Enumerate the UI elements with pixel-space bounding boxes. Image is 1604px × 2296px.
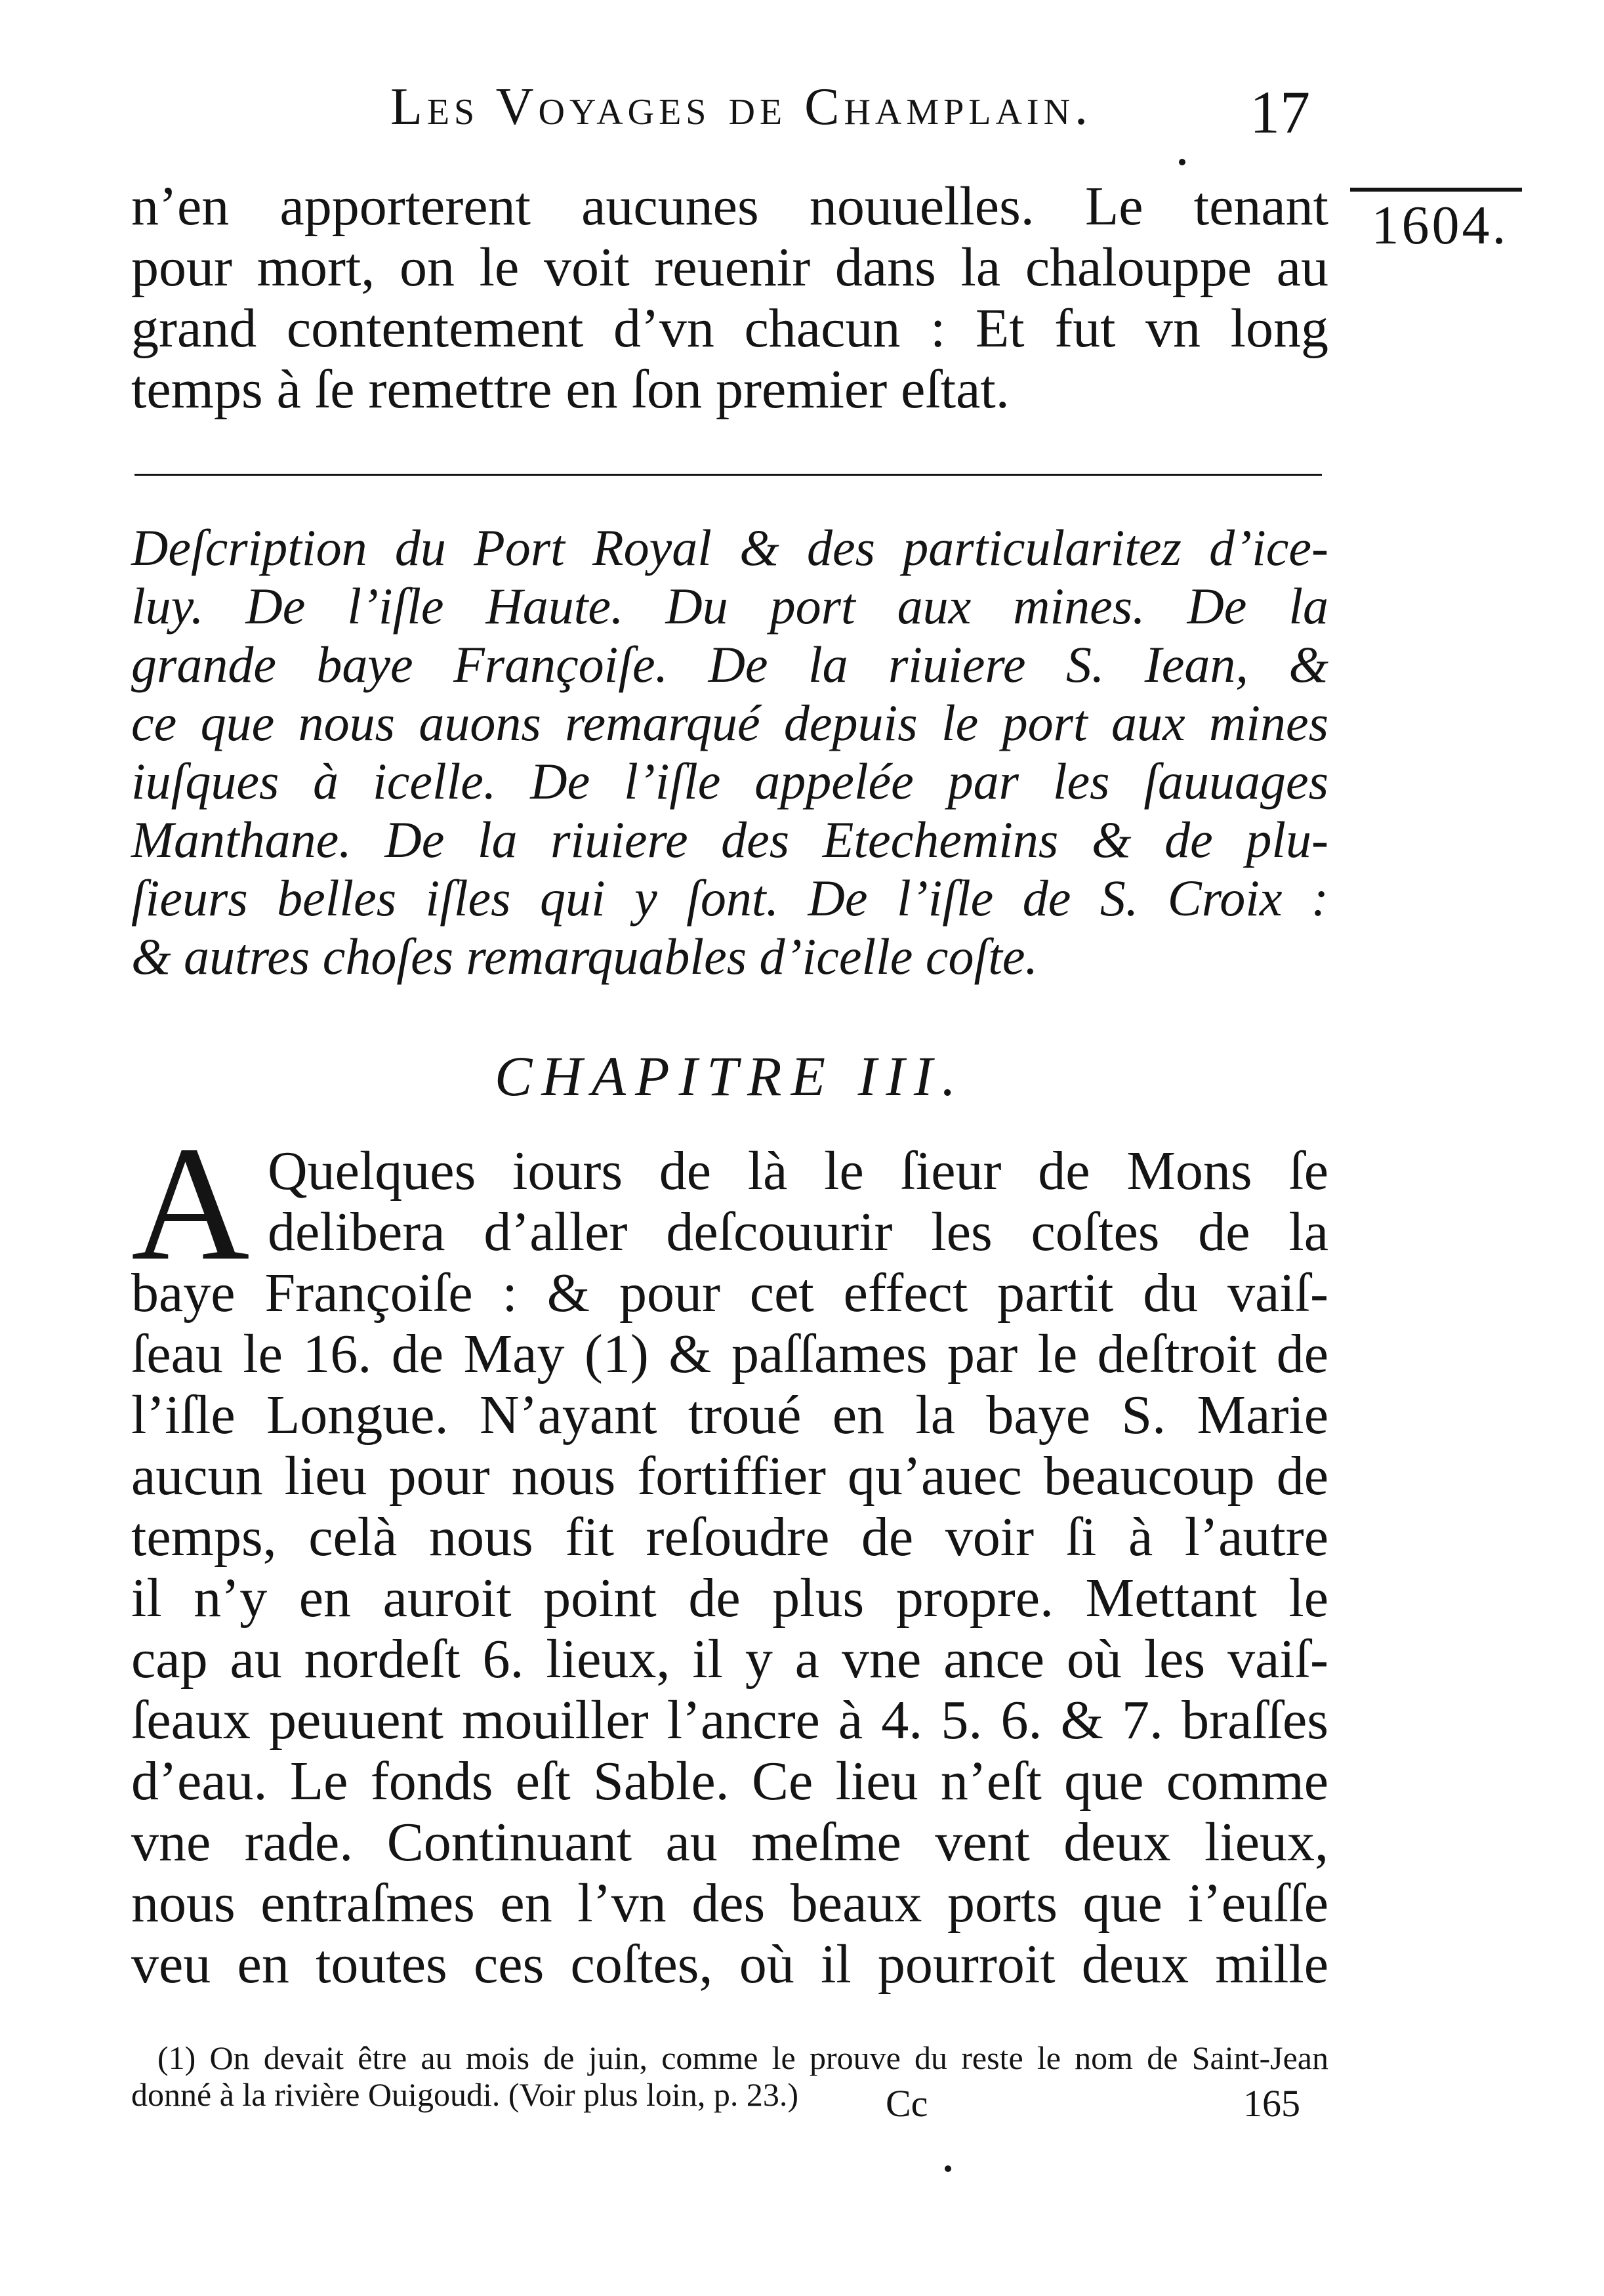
footnote-line: donné à la rivière Ouigoudi. (Voir plus loin, p. 23.) bbox=[131, 2076, 798, 2113]
summary-line: & autres choſes remarquables d’icelle coſte. bbox=[131, 928, 1038, 985]
summary-line: iuſques à icelle. De l’iſle appelée par les ſauuages bbox=[131, 753, 1328, 810]
main-text-opening bbox=[268, 1140, 1328, 1263]
signature-mark: Cc bbox=[886, 2082, 928, 2125]
summary-line: ſieurs belles iſles qui y ſont. De l’iſle de S. Croix : bbox=[131, 869, 1328, 927]
folio-number: 165 bbox=[1243, 2082, 1300, 2125]
text-line: cap au nordeſt 6. lieux, il y a vne ance où les vaiſ- bbox=[131, 1629, 1328, 1690]
footnote-line: (1) On devait être au mois de juin, comme le prouve du reste le nom de Saint-Jean bbox=[157, 2039, 1328, 2076]
running-header-title: Les Voyages de Champlain. bbox=[390, 78, 1093, 136]
chapter-title: CHAPITRE III. bbox=[495, 1045, 965, 1108]
text-line: baye Françoiſe : & pour cet effect partit du vaiſ- bbox=[131, 1263, 1328, 1324]
text-line: vne rade. Continuant au meſme vent deux lieux, bbox=[131, 1812, 1328, 1873]
text-line: ſeaux peuuent mouiller l’ancre à 4. 5. 6. & 7. braſſes bbox=[131, 1690, 1328, 1751]
margin-year: 1604. bbox=[1371, 195, 1509, 256]
summary-line: grande baye Françoiſe. De la riuiere S. Iean, & bbox=[131, 636, 1328, 693]
text-line: temps, celà nous fit reſoudre de voir ſi à l’autre bbox=[131, 1507, 1328, 1568]
text-line: aucun lieu pour nous fortiffier qu’auec beaucoup de bbox=[131, 1446, 1328, 1507]
summary-line: Deſcription du Port Royal & des particularitez d’ice- bbox=[131, 519, 1328, 576]
text-line: veu en toutes ces coſtes, où il pourroit deux mille bbox=[131, 1934, 1328, 1995]
summary-line: Manthane. De la riuiere des Etechemins & de plu- bbox=[131, 811, 1328, 868]
text-line: d’eau. Le fonds eſt Sable. Ce lieu n’eſt que comme bbox=[131, 1751, 1328, 1812]
text-line: temps à ſe remettre en ſon premier eſtat. bbox=[131, 359, 1010, 420]
text-line: pour mort, on le voit reuenir dans la chalouppe au bbox=[131, 237, 1328, 298]
summary-line: ce que nous auons remarqué depuis le port aux mines bbox=[131, 694, 1328, 751]
upper-paragraph bbox=[131, 176, 1328, 420]
main-text-body bbox=[131, 1263, 1328, 1995]
text-line: grand contentement d’vn chacun : Et fut vn long bbox=[131, 298, 1328, 359]
page-number: 17 bbox=[1250, 79, 1310, 146]
text-line: n’en apporterent aucunes nouuelles. Le tenant bbox=[131, 176, 1328, 237]
margin-year-rule bbox=[1350, 188, 1522, 192]
drop-cap: A bbox=[131, 1113, 250, 1295]
summary-line: luy. De l’iſle Haute. Du port aux mines. De la bbox=[131, 577, 1328, 635]
chapter-summary bbox=[131, 518, 1328, 986]
section-divider-rule bbox=[134, 474, 1322, 476]
ink-dot bbox=[1179, 159, 1185, 165]
text-line: nous entraſmes en l’vn des beaux ports que i’euſſe bbox=[131, 1873, 1328, 1934]
text-line: Quelques iours de là le ſieur de Mons ſe bbox=[268, 1140, 1328, 1201]
text-line: l’iſle Longue. N’ayant troué en la baye S. Marie bbox=[131, 1385, 1328, 1446]
text-line: delibera d’aller deſcouurir les coſtes de la bbox=[268, 1201, 1328, 1263]
footnote bbox=[131, 2039, 1328, 2113]
text-line: ſeau le 16. de May (1) & paſſames par le deſtroit de bbox=[131, 1324, 1328, 1385]
ink-dot bbox=[945, 2165, 951, 2172]
text-line: il n’y en auroit point de plus propre. Mettant le bbox=[131, 1568, 1328, 1629]
